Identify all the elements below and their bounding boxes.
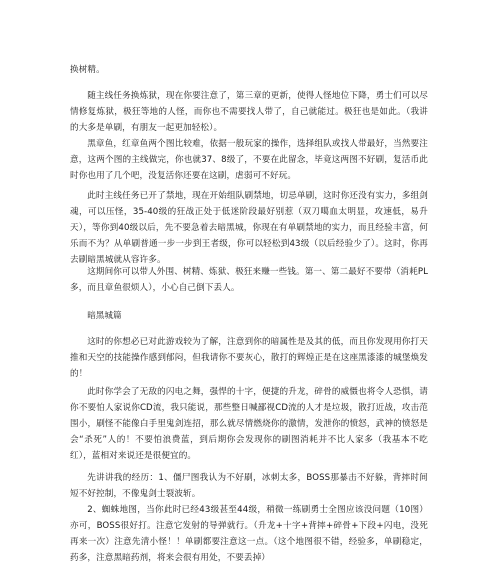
paragraph-octopus-maps: 黑章鱼，红章鱼两个图比较难，依据一般玩家的操作，选择组队或找人带最好，当然要注意，这两个图的主线做完，你也就37、8级了，不要在此留念，毕竟这两图不好刷，复活币此时你也用了几个吧，没复活你还要在这刷，虐弱可不好玩。 [70,139,428,181]
paragraph-continuation: 换树精。 [70,65,105,75]
paragraph-forbidden-land: 此时主线任务已开了禁地，现在开始组队刷禁地，切忌单刷，这时你还没有实力，多组剑魂，可以压怪，35-40级的狂战正处于低迷阶段最好别惹（双刀噶血太明显，攻速低，易升天），等你到40级以后，先不要急着去暗黑城，你现在有单刷禁地的实力，而且经验丰富，何乐而不为？从单刷普通一步一步到王者级，你可以轻松到43级（以后经验少了）。这时，你再去刷暗黑城就从容许多。 [70,191,428,265]
paragraph-experience-zombie: 先讲讲我的经历：1、僵尸图我认为不好刷，冰刺太多，BOSS那暴击不好躲，背摔时间短不好控制，不像鬼剑士裂波斩。 [70,473,428,499]
paragraph-skills: 此时你学会了无敌的闪电之舞，强悍的十字，便捷的升龙，碎骨的威慑也将令人恐惧，请你不要怕人家说你CD流，我只能说，那些整日喊鄙视CD流的人才是垃圾，散打近战，攻击范围小，刷怪不能像白手里鬼剑连招，那么就尽情燃烧你的激情，发泄你的愤怒，武神的愤怒是会“杀死”人的！不要怕浪费蓝，到后期你会发现你的刷图消耗并不比人家多（我基本不吃红），蓝相对来说还是很便宜的。 [70,387,428,461]
paragraph-spider-map: 2、蜘蛛地图，当你此时已经43级甚至44级，稍微一练刷勇士全图应该没问题（10图）亦可，BOSS很好打。注意它发射的导弹就行。（升龙+十字+背摔+碎骨+下段+闪电，没死再来一次）注意先清小怪！！单刷都要注意这一点。（这个地图很不错，经验多，单刷稳定，药多，注意黑暗药剂，将来会很有用处，不要丢掉） [70,505,428,563]
paragraph-main-quest-purgatory: 随主线任务换炼狱，现在你要注意了，第三章的更新，使得人怪地位下降，勇士们可以尽情修复炼狱，极狂等地的人怪，而你也不需要找人带了，自己就能过。极狂也是如此。（我讲的大多是单刷，有朋友一起更加轻松）。 [70,91,428,133]
section-heading-dark-city: 暗黑城篇 [87,311,122,321]
paragraph-dark-city-intro: 这时的你想必已对此游戏较为了解，注意到你的暗属性是及其的低，而且你发现用你打天推和天空的技能操作感到郁闷，但我请你不要灰心，散打的辉煌正是在这座黑漆漆的城堡焕发的！ [70,337,428,379]
paragraph-carry-for-money: 这期间你可以带人外围、树精、炼狱、极狂来赚一些钱。第一、第二最好不要带（消耗PL多，而且章鱼很烦人），小心自己倒下丢人。 [70,267,428,293]
